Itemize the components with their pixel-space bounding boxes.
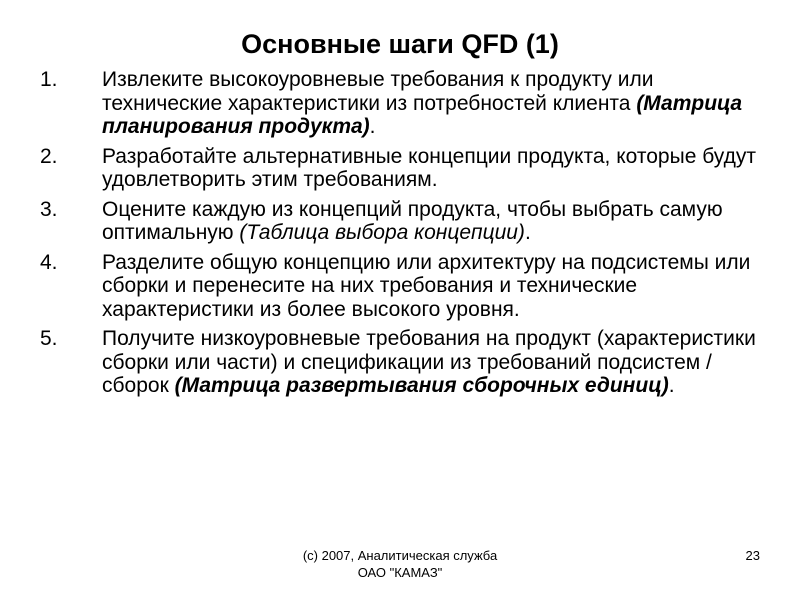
page-number: 23 [745,548,760,563]
step-number: 5. [40,327,58,350]
step-text: Оцените каждую из концепций продукта, чтобы выбрать самую оптимальную [102,197,723,244]
step-item [40,327,770,398]
footer-line-2: ОАО "КАМАЗ" [357,565,443,580]
step-item [40,198,770,245]
step-number: 3. [40,197,58,221]
step-text: Разделите общую концепцию или архитектуру на подсистемы или сборки и перенесите на них требования и технические характеристики из более высокого уровня. [102,250,751,321]
slide-title: Основные шаги QFD (1) [241,29,559,59]
step-text: Разработайте альтернативные концепции продукта, которые будут удовлетворить этим требованиям. [102,144,756,191]
step-tail: . [369,115,376,138]
step-number: 4. [40,250,58,274]
step-emphasis: (Таблица выбора концепции) [239,221,525,244]
step-text: Извлеките высокоуровневые требования к продукту или технические характеристики из потребностей клиента [102,68,654,115]
footer-credit [250,547,550,581]
step-tail: . [524,221,531,244]
step-item [40,68,770,139]
step-emphasis: (Матрица развертывания сборочных единиц) [174,374,669,397]
step-tail: . [668,374,675,397]
steps-list [40,68,770,404]
step-text: Получите низкоуровневые требования на продукт (характеристики сборки или части) и спецификации из требований подсистем / сборок [102,327,756,397]
step-item [40,251,770,322]
step-emphasis: (Матрица планирования продукта) [102,91,743,138]
step-number: 1. [40,68,58,91]
step-number: 2. [40,144,58,168]
footer-line-1: (с) 2007, Аналитическая служба [302,548,498,563]
step-item [40,145,770,192]
